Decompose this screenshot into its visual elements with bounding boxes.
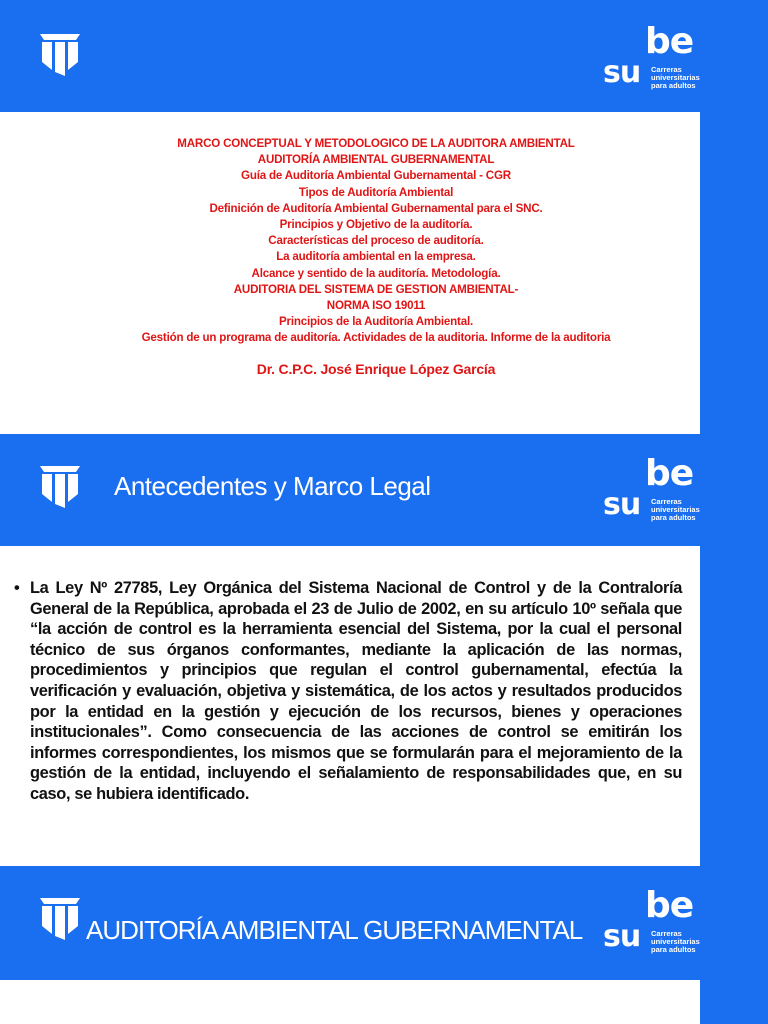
cover-line: AUDITORIA DEL SISTEMA DE GESTION AMBIENTAL- [233,282,519,296]
cover-line: Principios de la Auditoría Ambiental. [278,315,474,329]
sube-tagline: Carreras universitarias para adultos [651,929,700,954]
cover-line: MARCO CONCEPTUAL Y METODOLOGICO DE LA AUDITORA AMBIENTAL [177,137,575,150]
cover-line: Guía de Auditoría Ambiental Gubernamental - CGR [241,169,511,183]
cover-line: NORMA ISO 19011 [326,299,426,313]
sube-logo-bottom: su [603,919,641,954]
cover-line: Principios y Objetivo de la auditoría. [279,218,473,232]
slide3-content-card [0,980,700,1024]
cover-author: Dr. C.P.C. José Enrique López García [256,360,496,377]
sube-tagline: Carreras universitarias para adultos [651,497,700,522]
bullet-marker: • [14,579,20,597]
paragraph-text: La Ley Nº 27785, Ley Orgánica del Sistema Nacional de Control y de la Contraloría General de la República, aprobada el 23 de Julio de 2002, en su artículo 10º señala que “la acción de control es la herramienta esencial del Sistema, por la cual el personal técnico de sus órganos conformantes, mediante la aplicación de las normas, procedimientos y principios que regulan el control gubernamental, efectúa la verificación y evaluación, objetiva y sistemática, de los actos y resultados producidos por la entidad en la gestión y ejecución de los recursos, bienes y operaciones institucionales”. Como consecuencia de las acciones de control se emitirán los informes correspondientes, los mismos que se formularán para el mejoramiento de la gestión de la entidad, incluyendo el señalamiento de responsabilidades que, en su caso, se hubiera identificado. [30,579,682,803]
sube-logo [603,885,713,958]
cover-line: Alcance y sentido de la auditoría. Metodología. [251,266,501,280]
cover-line: AUDITORÍA AMBIENTAL GUBERNAMENTAL [257,153,495,167]
sube-logo [603,21,713,94]
sube-logo-top: be [645,21,694,62]
slide2-body-paragraph [14,578,682,805]
sube-logo-top: be [645,453,694,494]
sube-logo [603,453,713,526]
cover-line: Definición de Auditoría Ambiental Gubernamental para el SNC. [209,201,543,215]
sube-tagline: Carreras universitarias para adultos [651,65,700,90]
slide2-title: Antecedentes y Marco Legal [114,471,431,501]
cover-topic-list [0,136,752,377]
cover-line: La auditoría ambiental en la empresa. [276,250,476,264]
university-shield-logo-icon [38,30,82,78]
cover-line: Tipos de Auditoría Ambiental [298,185,454,199]
slide2-right-strip [700,546,768,866]
cover-line: Características del proceso de auditoría. [268,234,484,248]
slide3-right-strip [700,980,768,1024]
sube-logo-top: be [645,885,694,926]
cover-line: Gestión de un programa de auditoría. Actividades de la auditoria. Informe de la auditoria [141,331,611,345]
university-shield-logo-icon [38,894,82,942]
slide3-title: AUDITORÍA AMBIENTAL GUBERNAMENTAL [86,915,583,945]
sube-logo-bottom: su [603,55,641,90]
university-shield-logo-icon [38,462,82,510]
sube-logo-bottom: su [603,487,641,522]
